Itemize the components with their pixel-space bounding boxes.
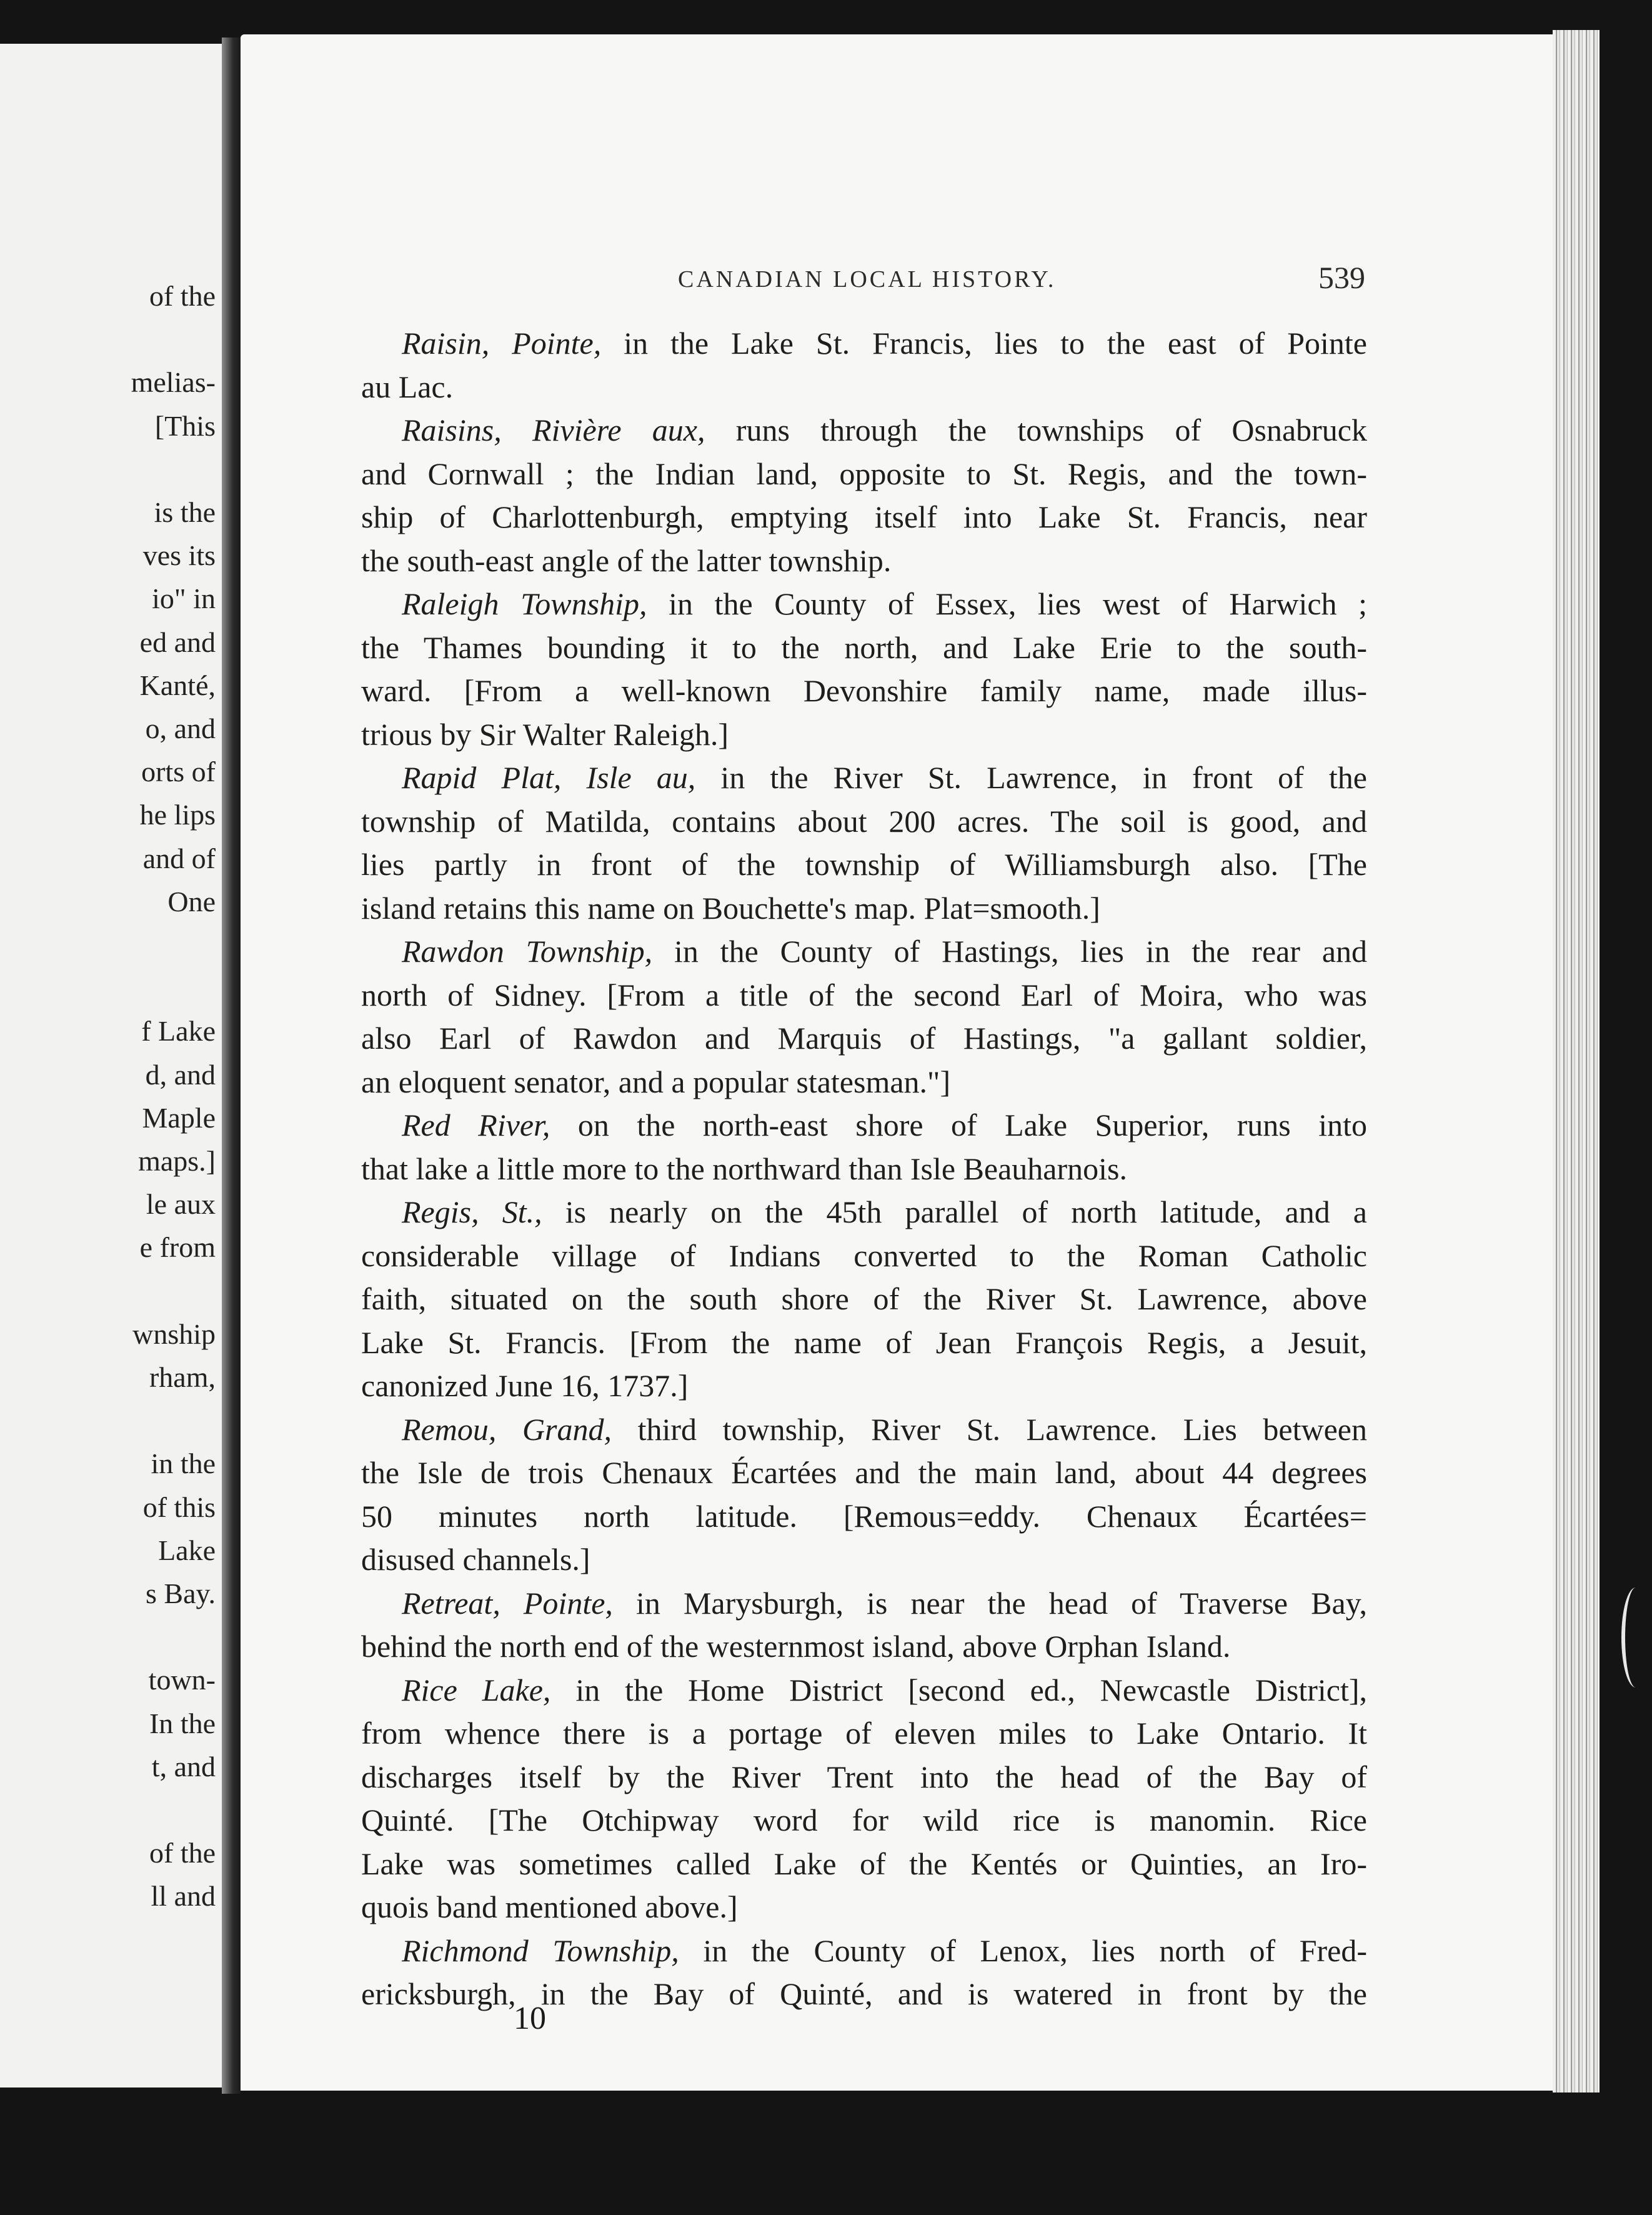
text-line bbox=[361, 713, 1367, 757]
left-page-line: of the bbox=[149, 280, 216, 312]
text-line bbox=[361, 1756, 1367, 1799]
text-line bbox=[361, 1929, 1367, 1973]
left-page-line: maps.] bbox=[138, 1145, 216, 1177]
line-text: faith, situated on the south shore of the River St. Lawrence, above bbox=[361, 1281, 1367, 1316]
left-page-line: of this bbox=[142, 1491, 216, 1523]
running-head: CANADIAN LOCAL HISTORY. bbox=[678, 266, 1057, 292]
line-text: considerable village of Indians converted to the Roman Catholic bbox=[361, 1238, 1367, 1273]
text-line bbox=[361, 1191, 1367, 1234]
left-page-line: d, and bbox=[145, 1058, 216, 1091]
text-line bbox=[361, 1886, 1367, 1929]
line-text: Lake was sometimes called Lake of the Kentés or Quinties, an Iro- bbox=[361, 1846, 1367, 1881]
line-text: also Earl of Rawdon and Marquis of Hastings, "a gallant soldier, bbox=[361, 1021, 1367, 1056]
signature-mark: 10 bbox=[514, 2001, 546, 2036]
text-line bbox=[361, 582, 1367, 626]
line-text: on the north-east shore of Lake Superior, runs into bbox=[550, 1108, 1368, 1142]
text-line bbox=[361, 930, 1367, 974]
left-page-line: is the bbox=[154, 496, 216, 528]
left-page-line: e from bbox=[139, 1231, 216, 1264]
page-edges bbox=[1553, 30, 1600, 2092]
line-text: ericksburgh, in the Bay of Quinté, and is watered in front by the bbox=[361, 1976, 1367, 2011]
line-text: in Marysburgh, is near the head of Traverse Bay, bbox=[612, 1585, 1367, 1621]
text-line bbox=[361, 843, 1367, 887]
line-text: and Cornwall ; the Indian land, opposite to St. Regis, and the town- bbox=[361, 456, 1367, 491]
text-line bbox=[361, 1495, 1367, 1539]
text-line bbox=[361, 887, 1367, 931]
line-text: island retains this name on Bouchette's map. Plat=smooth.] bbox=[361, 890, 1100, 926]
left-page-line: le aux bbox=[146, 1188, 216, 1221]
page-clip-mark bbox=[1621, 1588, 1650, 1688]
left-page-line: he lips bbox=[139, 799, 216, 831]
entry-heading: Rice Lake, bbox=[402, 1672, 551, 1708]
line-text: an eloquent senator, and a popular statesman."] bbox=[361, 1064, 951, 1099]
left-page-line: melias- bbox=[131, 366, 216, 399]
left-page-line: o, and bbox=[145, 712, 216, 744]
text-line bbox=[361, 539, 1367, 583]
line-text: lies partly in front of the township of Williamsburgh also. [The bbox=[361, 847, 1367, 882]
line-text: trious by Sir Walter Raleigh.] bbox=[361, 716, 729, 752]
text-line bbox=[361, 1972, 1367, 2016]
text-line bbox=[361, 452, 1367, 496]
text-line bbox=[361, 1538, 1367, 1582]
line-text: runs through the townships of Osnabruck bbox=[705, 412, 1367, 448]
entry-heading: Raleigh Township, bbox=[402, 586, 647, 621]
line-text: is nearly on the 45th parallel of north latitude, and a bbox=[542, 1194, 1367, 1229]
left-page-line: f Lake bbox=[141, 1015, 216, 1048]
book-gutter bbox=[222, 38, 241, 2094]
left-page-line: Maple bbox=[142, 1101, 216, 1134]
left-page-line: rham, bbox=[149, 1361, 216, 1393]
left-page-line: and of bbox=[142, 842, 216, 874]
line-text: in the County of Lenox, lies north of Fred- bbox=[679, 1932, 1367, 1968]
entry-heading: Retreat, Pointe, bbox=[402, 1585, 613, 1621]
left-page-line: ll and bbox=[151, 1880, 216, 1912]
line-text: behind the north end of the westernmost island, above Orphan Island. bbox=[361, 1629, 1231, 1664]
line-text: canonized June 16, 1737.] bbox=[361, 1368, 689, 1403]
main-text bbox=[361, 322, 1367, 2016]
line-text: ward. [From a well-known Devonshire family name, made illus- bbox=[361, 673, 1367, 708]
line-text: that lake a little more to the northward than Isle Beauharnois. bbox=[361, 1151, 1128, 1186]
text-line bbox=[361, 322, 1367, 366]
left-page-line: Kanté, bbox=[139, 669, 216, 701]
left-page bbox=[0, 44, 222, 2088]
text-line bbox=[361, 1148, 1367, 1191]
line-text: in the Home District [second ed., Newcastle District], bbox=[550, 1672, 1367, 1708]
line-text: in the County of Essex, lies west of Harwich ; bbox=[647, 586, 1367, 621]
text-line bbox=[361, 1582, 1367, 1626]
text-line bbox=[361, 1451, 1367, 1495]
left-page-line: Lake bbox=[158, 1534, 216, 1566]
entry-heading: Red River, bbox=[402, 1108, 550, 1142]
left-page-line: ed and bbox=[139, 626, 216, 658]
text-line bbox=[361, 626, 1367, 670]
left-page-line: town- bbox=[148, 1664, 216, 1696]
left-page-line: of the bbox=[149, 1837, 216, 1869]
left-page-line: orts of bbox=[141, 756, 216, 788]
left-page-line: One bbox=[167, 885, 216, 918]
entry-heading: Raisin, Pointe, bbox=[402, 326, 602, 361]
text-line bbox=[361, 409, 1367, 452]
text-line bbox=[361, 1799, 1367, 1842]
line-text: au Lac. bbox=[361, 369, 454, 404]
line-text: disused channels.] bbox=[361, 1542, 590, 1577]
text-line bbox=[361, 756, 1367, 800]
page-number: 539 bbox=[1318, 260, 1365, 295]
text-line bbox=[361, 366, 1367, 409]
line-text: discharges itself by the River Trent into the head of the Bay of bbox=[361, 1759, 1367, 1794]
line-text: in the Lake St. Francis, lies to the east of Pointe bbox=[601, 326, 1367, 361]
text-line bbox=[361, 496, 1367, 539]
text-line bbox=[361, 669, 1367, 713]
left-page-line: In the bbox=[149, 1707, 216, 1739]
text-line bbox=[361, 1017, 1367, 1061]
line-text: ship of Charlottenburgh, emptying itself into Lake St. Francis, near bbox=[361, 499, 1367, 534]
line-text: third township, River St. Lawrence. Lies between bbox=[612, 1411, 1367, 1447]
left-page-line: s Bay. bbox=[145, 1578, 216, 1609]
line-text: township of Matilda, contains about 200 acres. The soil is good, and bbox=[361, 803, 1367, 839]
text-line bbox=[361, 1712, 1367, 1756]
left-page-line: in the bbox=[151, 1448, 216, 1480]
entry-heading: Richmond Township, bbox=[402, 1932, 679, 1968]
text-line bbox=[361, 1061, 1367, 1104]
line-text: in the County of Hastings, lies in the rear and bbox=[652, 934, 1368, 969]
line-text: from whence there is a portage of eleven miles to Lake Ontario. It bbox=[361, 1716, 1367, 1751]
line-text: the south-east angle of the latter township. bbox=[361, 542, 892, 578]
text-line bbox=[361, 974, 1367, 1018]
text-line bbox=[361, 1408, 1367, 1452]
text-line bbox=[361, 1842, 1367, 1886]
text-line bbox=[361, 1669, 1367, 1712]
text-line bbox=[361, 1321, 1367, 1365]
line-text: the Isle de trois Chenaux Écartées and the main land, about 44 degrees bbox=[361, 1455, 1367, 1490]
left-page-line: t, and bbox=[151, 1750, 216, 1782]
line-text: the Thames bounding it to the north, and Lake Erie to the south- bbox=[361, 629, 1367, 665]
entry-heading: Rapid Plat, Isle au, bbox=[402, 760, 696, 795]
entry-heading: Rawdon Township, bbox=[402, 934, 653, 969]
line-text: north of Sidney. [From a title of the second Earl of Moira, who was bbox=[361, 977, 1367, 1012]
line-text: Quinté. [The Otchipway word for wild rice is manomin. Rice bbox=[361, 1802, 1367, 1838]
text-line bbox=[361, 1278, 1367, 1321]
line-text: 50 minutes north latitude. [Remous=eddy. Chenaux Écartées= bbox=[361, 1498, 1367, 1534]
text-line bbox=[361, 1625, 1367, 1669]
left-page-line: [This bbox=[154, 409, 216, 442]
entry-heading: Regis, St., bbox=[402, 1194, 542, 1229]
entry-heading: Remou, Grand, bbox=[402, 1411, 612, 1447]
left-page-line: io" in bbox=[152, 582, 216, 615]
text-line bbox=[361, 1104, 1367, 1148]
line-text: quois band mentioned above.] bbox=[361, 1889, 738, 1924]
left-page-line: ves its bbox=[142, 539, 216, 572]
text-line bbox=[361, 1364, 1367, 1408]
text-line bbox=[361, 1234, 1367, 1278]
text-line bbox=[361, 800, 1367, 844]
left-page-line: wnship bbox=[132, 1318, 216, 1350]
line-text: in the River St. Lawrence, in front of the bbox=[695, 760, 1368, 795]
line-text: Lake St. Francis. [From the name of Jean François Regis, a Jesuit, bbox=[361, 1324, 1367, 1360]
entry-heading: Raisins, Rivière aux, bbox=[402, 412, 705, 448]
